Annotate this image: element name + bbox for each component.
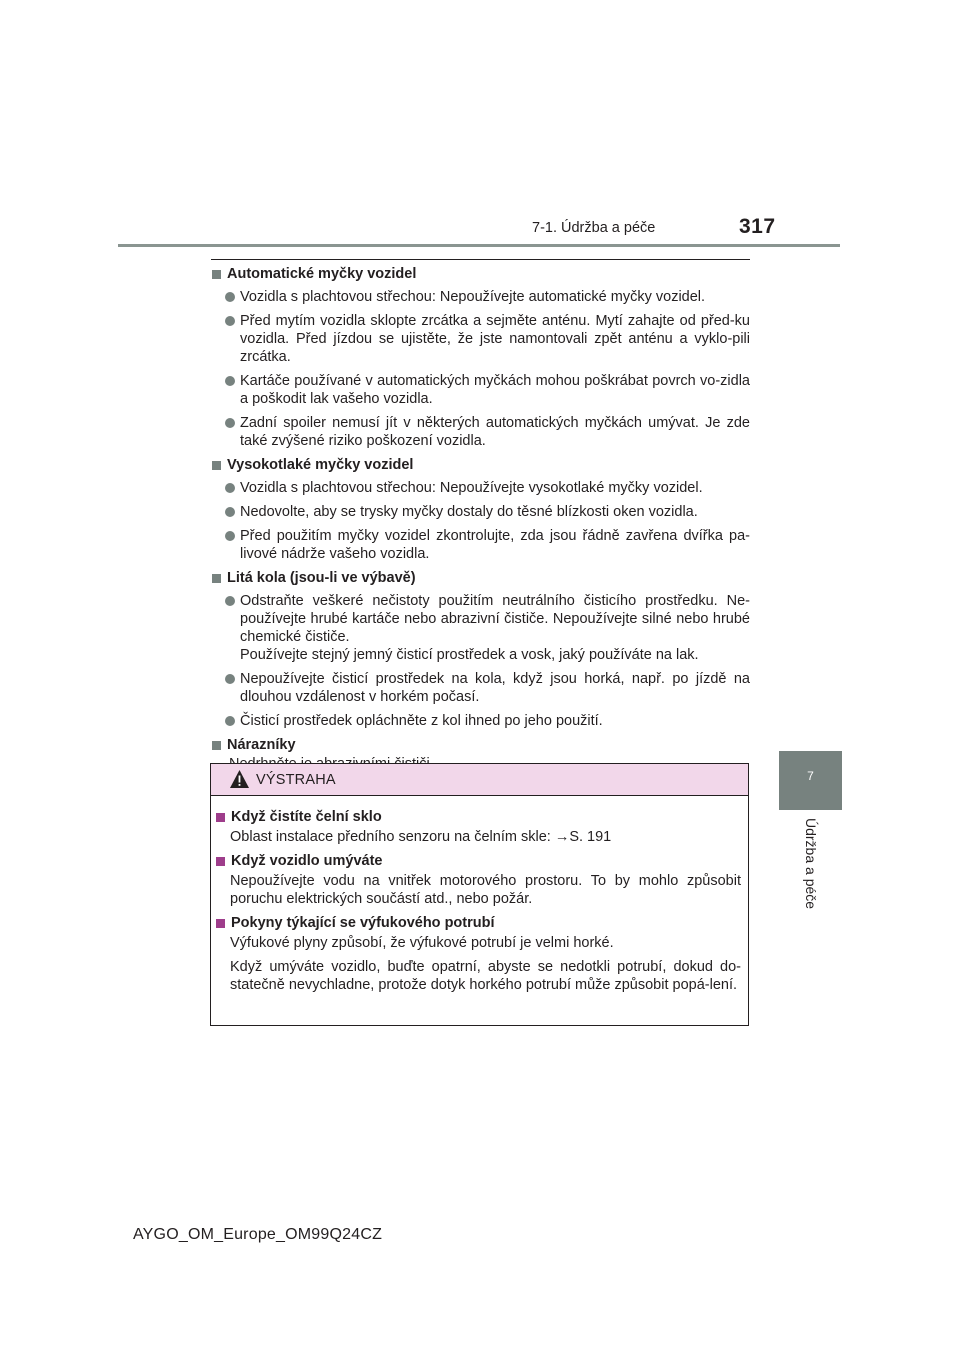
- warning-item-heading: Pokyny týkající se výfukového potrubí: [216, 914, 741, 932]
- circle-bullet-icon: [225, 507, 235, 517]
- square-bullet-icon: [212, 741, 221, 750]
- circle-bullet-icon: [225, 483, 235, 493]
- list-item: Před použitím myčky vozidel zkontrolujte, zda jsou řádně zavřena dvířka pa-livové nádrže vašeho vozidla.: [210, 527, 750, 563]
- section-heading: [210, 265, 750, 283]
- section-heading: [210, 456, 750, 474]
- circle-bullet-icon: [225, 292, 235, 302]
- circle-bullet-icon: [225, 418, 235, 428]
- circle-bullet-icon: [225, 716, 235, 726]
- page-number: 317: [739, 215, 776, 238]
- warning-box: [210, 763, 749, 1026]
- warning-header: [211, 764, 748, 796]
- warning-title: VÝSTRAHA: [256, 772, 336, 788]
- warning-item-text: Výfukové plyny způsobí, že výfukové potrubí je velmi horké.: [230, 935, 614, 951]
- main-content: [210, 265, 750, 781]
- list-item: Nepoužívejte čisticí prostředek na kola, když jsou horká, např. po jízdě na dlouhou vzdálenost v horkém počasí.: [210, 670, 750, 706]
- section-heading: [210, 736, 750, 754]
- circle-bullet-icon: [225, 316, 235, 326]
- section-heading-text: Litá kola (jsou-li ve výbavě): [227, 570, 416, 586]
- header-divider: [118, 244, 840, 247]
- section-title: 7-1. Údržba a péče: [532, 220, 656, 236]
- square-bullet-icon: [216, 919, 225, 928]
- warning-item-text: Když umýváte vozidlo, buďte opatrní, abyste se nedotkli potrubí, dokud do-statečně nevychladne, protože dotyk horkého potrubí může způsobit popá-lení.: [230, 959, 741, 993]
- list-item: Zadní spoiler nemusí jít v některých automatických myčkách umývat. Je zde také zvýšené riziko poškození vozidla.: [210, 414, 750, 450]
- chapter-tab: [779, 751, 842, 810]
- list-item: Kartáče používané v automatických myčkách mohou poškrábat povrch vo-zidla a poškodit lak vašeho vozidla.: [210, 372, 750, 408]
- square-bullet-icon: [212, 574, 221, 583]
- section-heading-text: Automatické myčky vozidel: [227, 266, 417, 282]
- list-item: Vozidla s plachtovou střechou: Nepoužívejte automatické myčky vozidel.: [210, 288, 750, 306]
- list-item: Odstraňte veškeré nečistoty použitím neutrálního čisticího prostředku. Ne-používejte hrubé kartáče nebo abrazivní čističe. Nepoužívejte silné nebo hrubé chemické čističe.: [210, 592, 750, 646]
- square-bullet-icon: [212, 461, 221, 470]
- square-bullet-icon: [216, 813, 225, 822]
- warning-body: [216, 808, 741, 1000]
- warning-item-heading: Když čistíte čelní sklo: [216, 808, 741, 826]
- square-bullet-icon: [212, 270, 221, 279]
- list-item-continuation: Používejte stejný jemný čisticí prostředek a vosk, jaký používáte na lak.: [240, 647, 699, 663]
- circle-bullet-icon: [225, 376, 235, 386]
- warning-icon: [229, 769, 250, 789]
- warning-item-heading: Když vozidlo umýváte: [216, 852, 741, 870]
- circle-bullet-icon: [225, 531, 235, 541]
- circle-bullet-icon: [225, 674, 235, 684]
- document-code: AYGO_OM_Europe_OM99Q24CZ: [133, 1226, 383, 1243]
- list-item: Čisticí prostředek opláchněte z kol ihned po jeho použití.: [210, 712, 750, 730]
- list-item: Před mytím vozidla sklopte zrcátka a sejměte anténu. Mytí zahajte od před-ku vozidla. Před jízdou se ujistěte, že jste namontovali zpět anténu a vyklo-pili zrcátka.: [210, 312, 750, 366]
- circle-bullet-icon: [225, 596, 235, 606]
- list-item: Vozidla s plachtovou střechou: Nepoužívejte vysokotlaké myčky vozidel.: [210, 479, 750, 497]
- square-bullet-icon: [216, 857, 225, 866]
- warning-item-text: Oblast instalace předního senzoru na čelním skle: →S. 191: [230, 829, 612, 845]
- warning-item-text: Nepoužívejte vodu na vnitřek motorového prostoru. To by mohlo způsobit poruchu elektrických součástí atd., nebo požár.: [230, 873, 741, 907]
- chapter-number: 7: [807, 769, 814, 783]
- list-item: Nedovolte, aby se trysky myčky dostaly do těsné blízkosti oken vozidla.: [210, 503, 750, 521]
- content-divider: [211, 259, 750, 260]
- section-heading: [210, 569, 750, 587]
- section-heading-text: Nárazníky: [227, 737, 296, 753]
- section-heading-text: Vysokotlaké myčky vozidel: [227, 457, 414, 473]
- chapter-label: Údržba a péče: [803, 818, 819, 910]
